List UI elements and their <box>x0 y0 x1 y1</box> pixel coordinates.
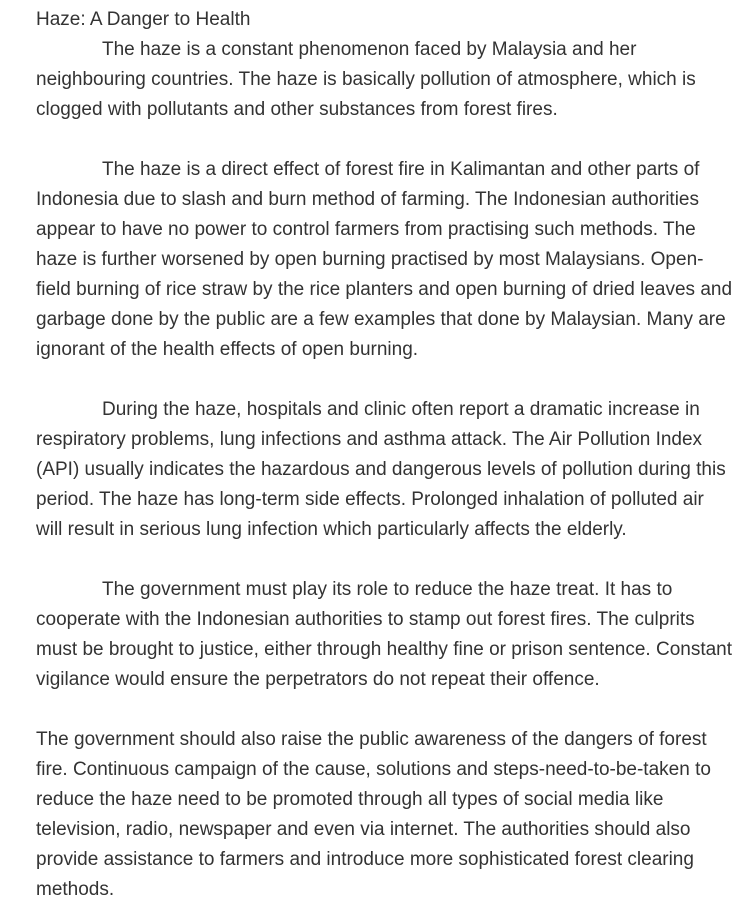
paragraph-spacer <box>36 695 755 725</box>
paragraph-line: Indonesia due to slash and burn method of farming. The Indonesian authorities <box>36 189 699 210</box>
paragraph-1 <box>36 35 755 125</box>
paragraph-5 <box>36 725 755 905</box>
paragraph-line: reduce the haze need to be promoted through all types of social media like <box>36 789 664 810</box>
paragraph-line: The haze is a constant phenomenon faced by Malaysia and her <box>102 39 637 60</box>
paragraph-line: appear to have no power to control farmers from practising such methods. The <box>36 219 696 240</box>
paragraph-line: must be brought to justice, either through healthy fine or prison sentence. Constant <box>36 639 733 660</box>
paragraph-line: haze is further worsened by open burning practised by most Malaysians. Open- <box>36 249 704 270</box>
paragraph-line: garbage done by the public are a few examples that done by Malaysian. Many are <box>36 309 726 330</box>
paragraph-line: cooperate with the Indonesian authorities to stamp out forest fires. The culprits <box>36 609 695 630</box>
paragraph-line: vigilance would ensure the perpetrators do not repeat their offence. <box>36 669 600 690</box>
paragraph-line: The haze is a direct effect of forest fire in Kalimantan and other parts of <box>102 159 700 180</box>
paragraph-line: The government must play its role to reduce the haze treat. It has to <box>102 579 673 600</box>
paragraph-line: methods. <box>36 879 115 900</box>
paragraph-line: will result in serious lung infection which particularly affects the elderly. <box>36 519 627 540</box>
document-body <box>36 5 755 905</box>
paragraph-line: ignorant of the health effects of open burning. <box>36 339 419 360</box>
paragraph-line: neighbouring countries. The haze is basically pollution of atmosphere, which is <box>36 69 696 90</box>
paragraph-spacer <box>36 125 755 155</box>
paragraph-line: During the haze, hospitals and clinic often report a dramatic increase in <box>102 399 700 420</box>
paragraph-spacer <box>36 545 755 575</box>
paragraph-3 <box>36 395 755 545</box>
paragraph-line: television, radio, newspaper and even via internet. The authorities should also <box>36 819 691 840</box>
paragraph-2 <box>36 155 755 365</box>
paragraph-line: period. The haze has long-term side effects. Prolonged inhalation of polluted air <box>36 489 704 510</box>
paragraph-spacer <box>36 365 755 395</box>
paragraph-line: respiratory problems, lung infections and asthma attack. The Air Pollution Index <box>36 429 703 450</box>
paragraph-line: field burning of rice straw by the rice planters and open burning of dried leaves and <box>36 279 733 300</box>
paragraph-line: (API) usually indicates the hazardous and dangerous levels of pollution during this <box>36 459 726 480</box>
paragraph-line: fire. Continuous campaign of the cause, solutions and steps-need-to-be-taken to <box>36 759 711 780</box>
paragraph-4 <box>36 575 755 695</box>
paragraph-line: The government should also raise the public awareness of the dangers of forest <box>36 729 707 750</box>
paragraph-line: provide assistance to farmers and introduce more sophisticated forest clearing <box>36 849 694 870</box>
paragraph-line: clogged with pollutants and other substances from forest fires. <box>36 99 558 120</box>
document-title: Haze: A Danger to Health <box>36 9 251 30</box>
